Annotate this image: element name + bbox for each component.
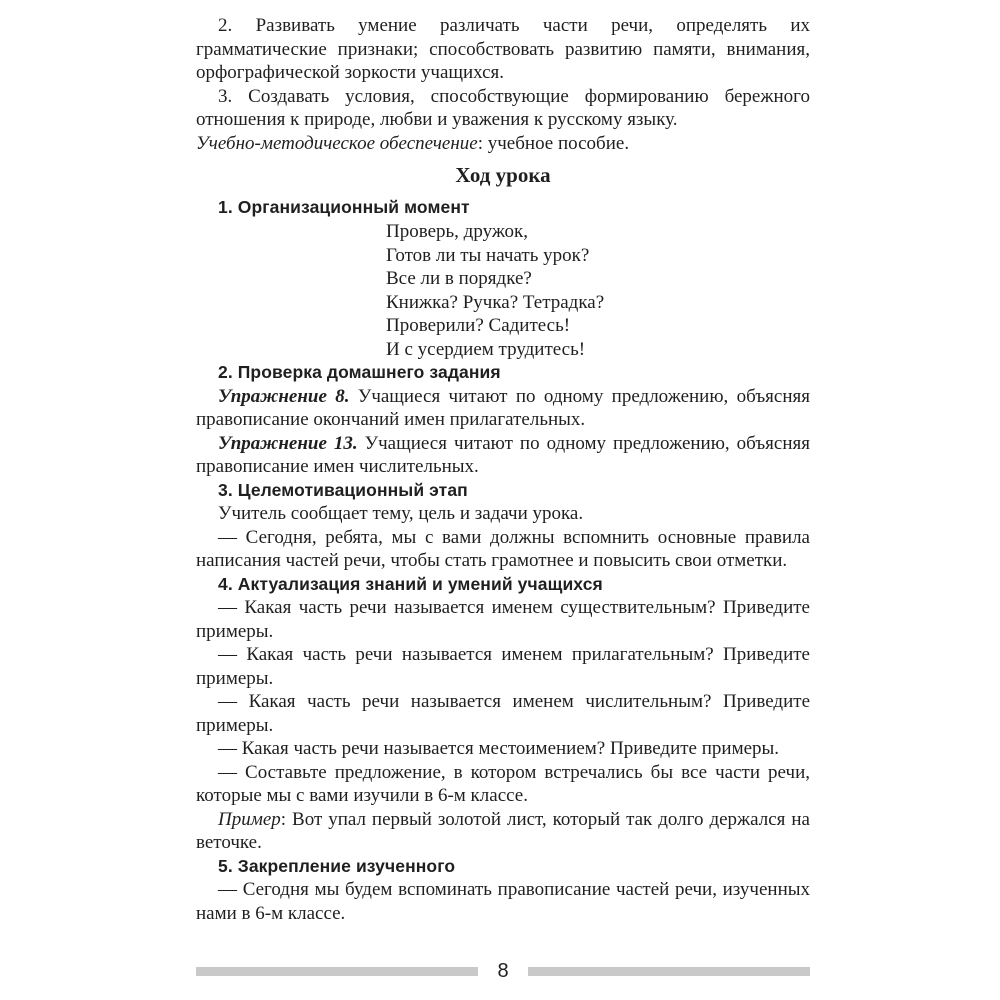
poem-line: Книжка? Ручка? Тетрадка? [386, 291, 605, 313]
poem-line: Проверь, дружок, [386, 221, 528, 242]
lesson-heading: Ход урока [455, 163, 551, 187]
section-2-title: 2. Проверка домашнего задания [218, 362, 501, 382]
materials-paragraph [196, 132, 810, 156]
section-3-paragraph-2: — Сегодня, ребята, мы с вами должны вспомнить основные правила написания частей речи, чтобы стать грамотнее и повысить свои отметки. [196, 526, 810, 571]
example-label: Пример [218, 808, 281, 830]
question-pronoun: — Какая часть речи называется местоимением? Приведите примеры. [218, 738, 780, 759]
section-1-title: 1. Организационный момент [218, 196, 470, 217]
section-3-title: 3. Целемотивационный этап [218, 479, 468, 500]
goal-3-paragraph: 3. Создавать условия, способствующие формированию бережного отношения к природе, любви и уважения к русскому языку. [196, 85, 810, 130]
page-footer [196, 958, 810, 984]
question-noun: — Какая часть речи называется именем существительным? Приведите примеры. [196, 597, 810, 642]
page-number: 8 [497, 960, 509, 982]
poem-line: И с усердием трудитесь! [386, 338, 586, 360]
materials-label: Учебно-методическое обеспечение [196, 132, 478, 154]
example-text: : Вот упал первый золотой лист, который так долго держался на веточке. [196, 808, 810, 853]
exercise-8-label: Упражнение 8. [218, 385, 350, 407]
section-4-title: 4. Актуализация знаний и умений учащихся [218, 573, 603, 594]
section-5-paragraph: — Сегодня мы будем вспоминать правописание частей речи, изученных нами в 6-м классе. [196, 879, 810, 924]
greeting-poem [386, 220, 810, 361]
task-sentence: — Составьте предложение, в котором встречались бы все части речи, которые мы с вами изучили в 6-м классе. [196, 761, 810, 806]
exercise-13-text: Учащиеся читают по одному предложению, объясняя правописание имен числительных. [196, 432, 810, 477]
poem-line: Проверили? Садитесь! [386, 315, 571, 336]
example-paragraph [196, 808, 810, 855]
exercise-13-paragraph [196, 432, 810, 479]
section-3-paragraph-1: Учитель сообщает тему, цель и задачи урока. [218, 503, 584, 524]
document-page [196, 14, 810, 925]
poem-line: Все ли в порядке? [386, 268, 532, 289]
footer-bar-right [528, 967, 810, 976]
exercise-13-label: Упражнение 13. [218, 432, 358, 454]
exercise-8-text: Учащиеся читают по одному предложению, объясняя правописание окончаний имен прилагательных. [196, 385, 810, 430]
question-adjective: — Какая часть речи называется именем прилагательным? Приведите примеры. [196, 644, 810, 689]
question-numeral: — Какая часть речи называется именем числительным? Приведите примеры. [196, 691, 810, 736]
footer-bar-left [196, 967, 478, 976]
section-5-title: 5. Закрепление изученного [218, 855, 456, 876]
goal-2-paragraph: 2. Развивать умение различать части речи, определять их грамматические признаки; способствовать развитию памяти, внимания, орфографической зоркости учащихся. [196, 15, 810, 83]
exercise-8-paragraph [196, 385, 810, 432]
poem-line: Готов ли ты начать урок? [386, 244, 590, 266]
materials-value: : учебное пособие. [477, 132, 630, 154]
